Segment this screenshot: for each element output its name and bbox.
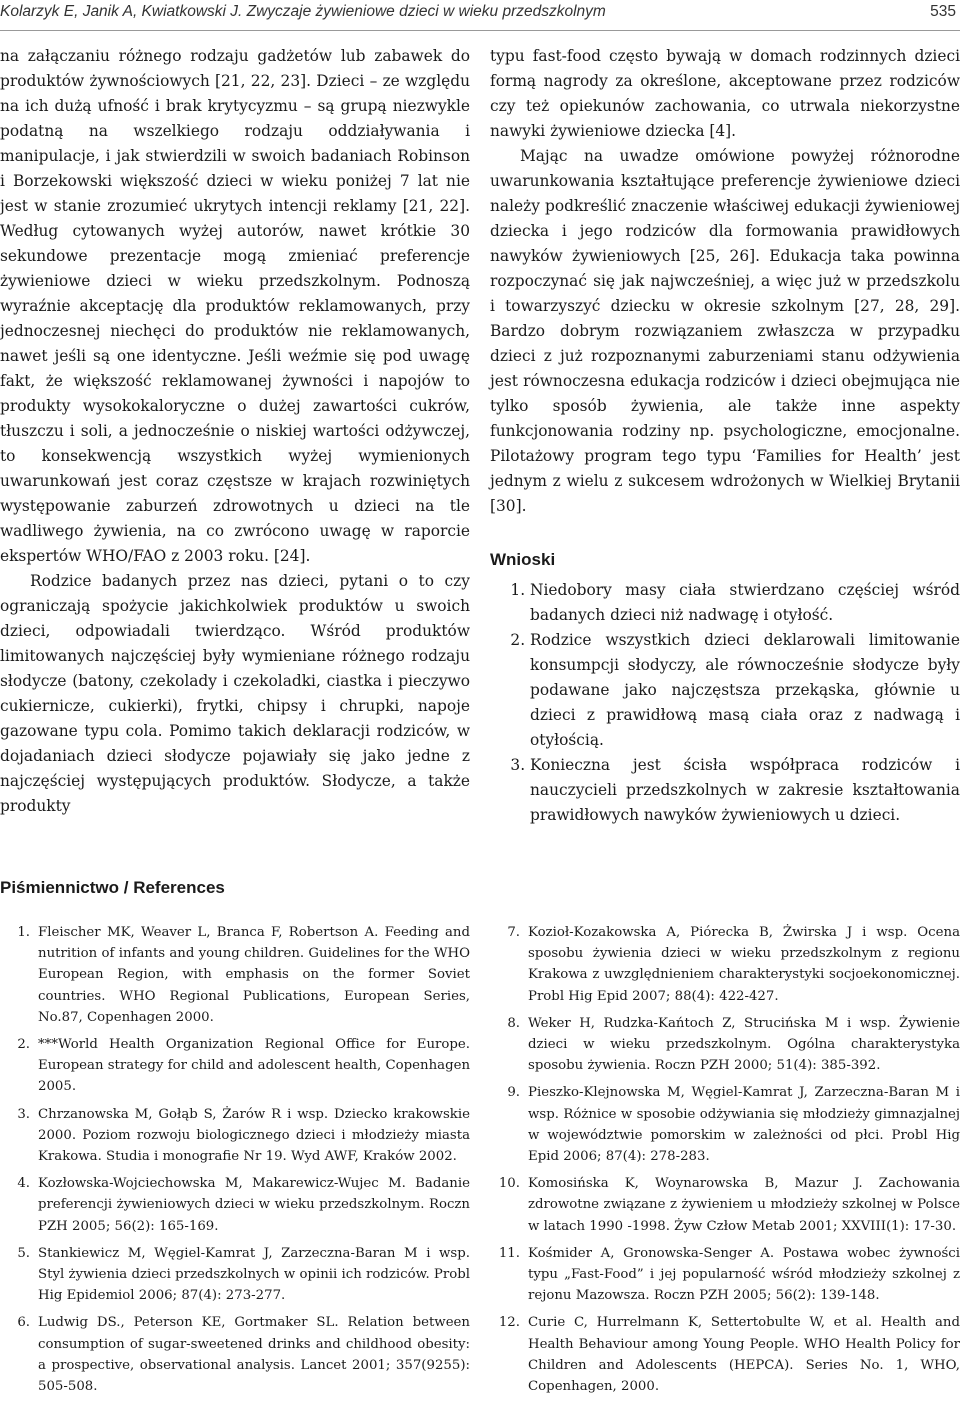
paragraph: na załączaniu różnego rodzaju gadżetów lub zabawek do produktów żywnościowych [21, 22, 23]. Dzieci – ze względu na ich dużą ufność i brak krytycyzmu – są grupą niezwykle podatną na wszelkiego rodzaju oddziaływania i manipulacje, i jak stwierdzili w swoich badaniach Robinson i Borzekowski większość dzieci w wieku poniżej 7 lat nie jest w stanie zrozumieć ukrytych intencji reklamy [21, 22]. Według cytowanych wyżej autorów, nawet krótkie 30 sekundowe prezentacje mogą zmieniać preferencje żywieniowe dzieci w wieku przedszkolnym. Podnoszą wyraźnie akceptację dla produktów reklamowanych, przy jednoczesnej niechęci do produktów nie reklamowanych, nawet jeśli są one identyczne. Jeśli weźmie się pod uwagę fakt, że większość reklamowanej żywności i napojów to produkty wysokokaloryczne o dużej zawartości cukrów, tłuszczu i soli, a jednocześnie o niskiej wartości odżywczej, to konsekwencją wszystkich wyżej wymienionych uwarunkowań jest coraz częstsze w krajach rozwiniętych występowanie zaburzeń zdrowotnych u dzieci na tle wadliwego żywienia, na co zwrócono uwagę w raporcie ekspertów WHO/FAO z 2003 roku. [24]. [0,47,470,565]
conclusion-item: 1. Niedobory masy ciała stwierdzano częściej wśród badanych dzieci niż nadwagę i otyłość. [530,578,960,628]
reference-item [0,1034,470,1098]
reference-number: 8. [507,1015,520,1031]
conclusion-item: 3. Konieczna jest ścisła współpraca rodziców i nauczycieli przedszkolnych w zakresie kształtowania prawidłowych nawyków żywieniowych u dzieci. [530,753,960,828]
reference-item [490,1013,960,1077]
reference-text: Ludwig DS., Peterson KE, Gortmaker SL. Relation between consumption of sugar-sweetened drinks and childhood obesity: a prospective, observational analysis. Lancet 2001; 357(9255): 505-508. [38,1315,470,1395]
reference-text: ***World Health Organization Regional Office for Europe. European strategy for child and adolescent health, Copenhagen 2005. [38,1037,471,1095]
paragraph: Rodzice badanych przez nas dzieci, pytani o to czy ograniczają spożycie jakichkolwiek produktów u swoich dzieci, odpowiadali twierdząco. Wśród produktów limitowanych najczęściej były wymieniane różnego rodzaju słodycze (batony, czekolady i czekoladki, ciastka i pieczywo cukiernicze, cukierki), frytki, chipsy i chrupki, napoje gazowane typu cola. Pomimo takich deklaracji rodziców, w dojadaniach dzieci słodycze pojawiały się jako jedne z najczęściej występujących produktów. Słodycze, a także produkty [0,572,470,815]
reference-number: 5. [17,1245,30,1261]
reference-item [0,1243,470,1307]
references-left-column [0,922,470,1403]
reference-item [0,1312,470,1397]
reference-item [490,1173,960,1237]
conclusions-heading: Wnioski [490,550,556,569]
running-header [0,0,960,31]
running-header-authors: Kolarzyk E, Janik A, Kwiatkowski J. Zwyczaje żywieniowe dzieci w wieku przedszkolnym [0,3,606,20]
reference-number: 9. [507,1085,520,1101]
reference-item [0,1173,470,1237]
reference-item [490,1082,960,1167]
reference-text: Pieszko-Klejnowska M, Węgiel-Kamrat J, Zarzeczna-Baran M i wsp. Różnice w sposobie odżywiania się młodzieży gimnazjalnej w województwie pomorskim w zależności od płci. Probl Hig Epid 2006; 87(4): 278-283. [528,1085,960,1165]
left-text-column [0,44,470,819]
reference-number: 6. [17,1315,30,1331]
reference-text: Kośmider A, Gronowska-Senger A. Postawa wobec żywności typu „Fast-Food” i jej popularność wśród młodzieży szkolnej z rejonu Mazowsza. Roczn PZH 2005; 56(2): 139-148. [528,1245,960,1304]
reference-number: 2. [17,1037,30,1053]
reference-number: 1. [17,925,30,940]
conclusion-item: 2. Rodzice wszystkich dzieci deklarowali limitowanie konsumpcji słodyczy, ale równocześnie słodycze były podawane jako najczęstsza przekąska, głównie u dzieci z prawidłową masą ciała oraz z nadwagą i otyłością. [530,628,960,753]
references-heading: Piśmiennictwo / References [0,878,225,897]
page-number: 535 [930,3,956,20]
reference-text: Fleischer MK, Weaver L, Branca F, Robertson A. Feeding and nutrition of infants and young children. Guidelines for the WHO European Region, with emphasis on the former Soviet countries. WHO Regional Publications, European Series, No.87, Copenhagen 2000. [38,925,470,1025]
reference-item [490,1312,960,1397]
reference-number: 7. [507,925,520,940]
paragraph: Mając na uwadze omówione powyżej różnorodne uwarunkowania kształtujące preferencje żywieniowe dzieci należy podkreślić znaczenie właściwej edukacji żywieniowej dziecka i jego rodziców dla formowania prawidłowych nawyków żywieniowych [25, 26]. Edukacja taka powinna rozpoczynać się jak najwcześniej, a więc już w przedszkolu i towarzyszyć dziecku w okresie szkolnym [27, 28, 29]. Bardzo dobrym rozwiązaniem zwłaszcza w przypadku dzieci z już rozpoznanymi zaburzeniami stanu odżywienia jest równoczesna edukacja rodziców i dzieci obejmująca nie tylko sposób żywienia, ale także inne aspekty funkcjonowania rodziny np. psychologiczne, emocjonalne. Pilotażowy program tego typu ‘Families for Health’ jest jednym z wielu z sukcesem wdrożonych w Wielkiej Brytanii [30]. [490,147,960,515]
reference-text: Kozłowska-Wojciechowska M, Makarewicz-Wujec M. Badanie preferencji żywieniowych dzieci w wieku przedszkolnym. Roczn PZH 2005; 56(2): 165-169. [38,1176,470,1234]
paragraph: typu fast-food często bywają w domach rodzinnych dzieci formą nagrody za określone, akceptowane przez rodziców czy też opiekunów zachowania, co utrwala niekorzystne nawyki żywieniowe dziecka [4]. [490,47,960,140]
references-right-column [490,922,960,1403]
reference-text: Komosińska K, Woynarowska B, Mazur J. Zachowania zdrowotne związane z żywieniem u młodzieży szkolnej w Polsce w latach 1990 -1998. Żyw Człow Metab 2001; XXVIII(1): 17-30. [528,1176,960,1234]
right-text-column [490,44,960,828]
reference-item [0,922,470,1028]
reference-text: Curie C, Hurrelmann K, Settertobulte W, et al. Health and Health Behaviour among Young People. WHO Health Policy for Children and Adolescents (HEPCA). Series No. 1, WHO, Copenhagen, 2000. [528,1315,960,1395]
reference-text: Stankiewicz M, Węgiel-Kamrat J, Zarzeczna-Baran M i wsp. Styl żywienia dzieci przedszkolnych w opinii ich rodziców. Probl Hig Epidemiol 2006; 87(4): 273-277. [38,1245,470,1304]
reference-text: Kozioł-Kozakowska A, Piórecka B, Żwirska J i wsp. Ocena sposobu żywienia dzieci w wieku przedszkolnym z regionu Krakowa z uwzględnieniem charakterystyki socjoekonomicznej. Probl Hig Epid 2007; 88(4): 422-427. [528,925,960,1004]
conclusions-list [490,578,960,828]
reference-number: 12. [498,1315,520,1331]
reference-item [490,1243,960,1307]
reference-number: 11. [498,1245,520,1261]
reference-number: 3. [17,1106,30,1122]
reference-item [490,922,960,1007]
reference-text: Chrzanowska M, Gołąb S, Żarów R i wsp. Dziecko krakowskie 2000. Poziom rozwoju biologicznego dzieci i młodzieży miasta Krakowa. Studia i monografie Nr 19. Wyd AWF, Kraków 2002. [38,1106,470,1165]
reference-number: 10. [498,1176,520,1192]
reference-item [0,1104,470,1168]
reference-text: Weker H, Rudzka-Kańtoch Z, Strucińska M i wsp. Żywienie dzieci w wieku przedszkolnym. Ogólna charakterystyka sposobu żywienia. Roczn PZH 2000; 51(4): 385-392. [528,1015,960,1074]
reference-number: 4. [17,1176,30,1192]
